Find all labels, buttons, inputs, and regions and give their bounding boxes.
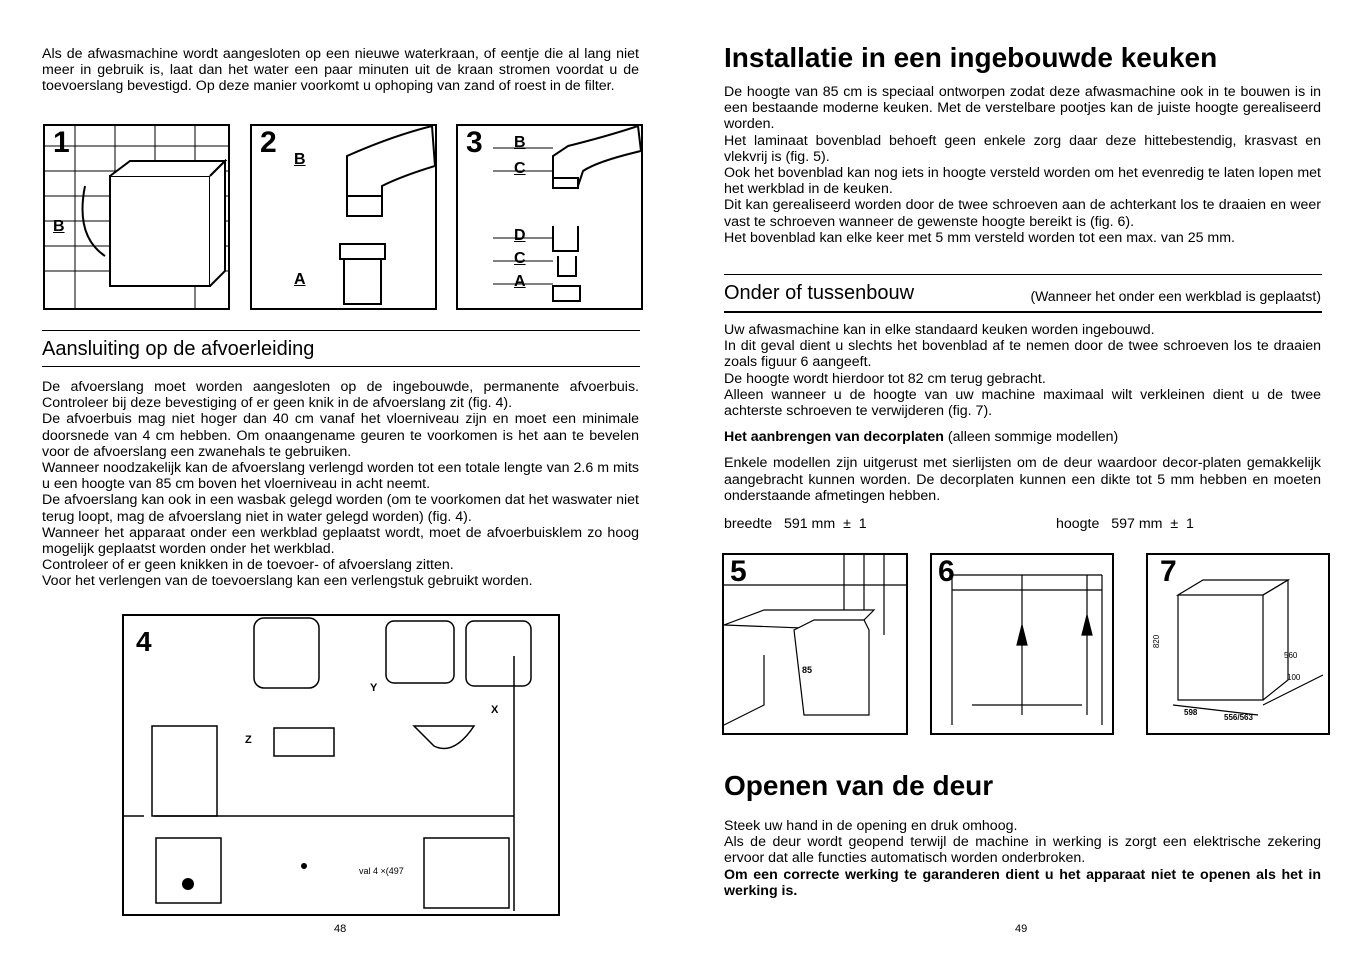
figure-3-label-a: A bbox=[514, 273, 526, 290]
figure-1-illustration bbox=[45, 126, 228, 308]
install-paragraph-2: Het laminaat bovenblad behoeft geen enkele zorg daar deze hittebestendig, krasvast en vlekvrij is (fig. 5). bbox=[724, 132, 1321, 165]
install-paragraph-5: Het bovenblad kan elke keer met 5 mm versteld worden tot een max. van 25 mm. bbox=[724, 229, 1235, 246]
figure-1-label-b: B bbox=[53, 218, 65, 235]
sub-paragraph-4: Alleen wanneer u de hoogte van uw machine maximaal wilt verkleinen dient u de twee achterste schroeven te verwijderen (fig. 7). bbox=[724, 386, 1321, 420]
figure-7-number: 7 bbox=[1160, 555, 1177, 588]
decor-note: (alleen sommige modellen) bbox=[947, 429, 1119, 446]
figure-4-label-z: Z bbox=[245, 734, 252, 746]
figure-6-number: 6 bbox=[938, 555, 955, 588]
subsection-rule-bottom bbox=[724, 311, 1322, 313]
sub-paragraph-2: In dit geval dient u slechts het bovenblad af te nemen door de twee schroeven los te draaien zoals figuur 6 aangeeft. bbox=[724, 338, 1321, 371]
subsection-rule-top bbox=[724, 274, 1322, 275]
section-rule-bottom bbox=[42, 366, 640, 367]
figure-3-label-c: C bbox=[514, 160, 526, 177]
decor-heading bbox=[724, 429, 1321, 445]
figure-1 bbox=[43, 124, 230, 310]
figure-2-illustration bbox=[252, 126, 435, 308]
afvoer-text bbox=[42, 379, 639, 590]
afvoer-paragraph-2: De afvoerbuis mag niet hoger dan 40 cm vanaf het vloerniveau zijn en moet een minimale doorsnede van 4 cm hebben. Om onaangename geuren te voorkomen is het aan te bevelen voor de afvoerslang een zwanehals te gebruiken. bbox=[42, 411, 639, 460]
sub-paragraph-3: De hoogte wordt hierdoor tot 82 cm terug gebracht. bbox=[724, 370, 1046, 387]
figure-7-label-560: 560 bbox=[1284, 651, 1298, 660]
figure-4-label-x: X bbox=[491, 704, 499, 716]
figure-5-number: 5 bbox=[730, 555, 747, 588]
figure-4 bbox=[122, 614, 560, 916]
figure-7-label-556: 556/563 bbox=[1224, 713, 1253, 722]
section-title-afvoer: Aansluiting op de afvoerleiding bbox=[42, 338, 315, 360]
page-number-left: 48 bbox=[334, 923, 347, 935]
door-text bbox=[724, 818, 1321, 899]
figure-5-label-85: 85 bbox=[802, 665, 813, 675]
figure-3-label-b: B bbox=[514, 134, 526, 151]
door-warning: Om een correcte werking te garanderen dient u het apparaat niet te openen als het in werking is. bbox=[724, 866, 1321, 899]
figure-3-illustration bbox=[458, 126, 641, 308]
figure-3-number: 3 bbox=[466, 126, 483, 159]
figure-4-label-y: Y bbox=[370, 682, 378, 694]
afvoer-paragraph-3: Wanneer noodzakelijk kan de afvoerslang verlengd worden tot een totale lengte van 2.6 m mits u een hoogte van 85 cm boven het vloerniveau in acht neemt. bbox=[42, 460, 639, 493]
figure-6 bbox=[930, 553, 1114, 735]
figure-2 bbox=[250, 124, 437, 310]
figure-6-illustration bbox=[932, 555, 1112, 733]
figure-3 bbox=[456, 124, 643, 310]
door-paragraph-2: Als de deur wordt geopend terwijl de machine in werking is zorgt een elektrische zekering ervoor dat alle functies automatisch worden onderbroken. bbox=[724, 834, 1321, 867]
title-openen: Openen van de deur bbox=[724, 770, 994, 801]
figure-3-label-d: D bbox=[514, 227, 526, 244]
figure-2-number: 2 bbox=[260, 126, 277, 159]
install-paragraph-4: Dit kan gerealiseerd worden door de twee schroeven aan de achterkant los te draaien en weer vast te schroeven wanneer de gewenste hoogte bereikt is (fig. 6). bbox=[724, 197, 1321, 230]
page-number-right: 49 bbox=[1015, 923, 1028, 935]
breedte-value: breedte 591 mm ± 1 bbox=[724, 516, 867, 532]
figure-5-illustration bbox=[724, 555, 906, 733]
afvoer-paragraph-4: De afvoerslang kan ook in een wasbak gelegd worden (om te voorkomen dat het waswater niet terug loopt, mag de afvoerslang niet in water gelegd worden) (fig. 4). bbox=[42, 492, 640, 525]
figure-7-label-598: 598 bbox=[1184, 708, 1198, 717]
afvoer-paragraph-5: Wanneer het apparaat onder een werkblad geplaatst wordt, moet de afvoerbuisklem zo hoog mogelijk geplaatst worden onder het werkblad. bbox=[42, 524, 639, 558]
figure-4-illustration bbox=[124, 616, 558, 914]
figure-7-label-100: 100 bbox=[1287, 673, 1301, 682]
hoogte-value: hoogte 597 mm ± 1 bbox=[1056, 516, 1194, 532]
figure-1-number: 1 bbox=[53, 126, 70, 159]
afvoer-paragraph-7: Voor het verlengen van de toevoerslang kan een verlengstuk gebruikt worden. bbox=[42, 573, 533, 590]
figure-5 bbox=[722, 553, 908, 735]
decor-paragraph: Enkele modellen zijn uitgerust met sierlijsten om de deur waardoor decor-platen gemakkelijk aangebracht kunnen worden. De decorplaten kunnen een dikte tot 5 mm hebben en moeten onderstaande afmetingen hebben. bbox=[724, 455, 1321, 504]
intro-paragraph: Als de afwasmachine wordt aangesloten op een nieuwe waterkraan, of eentje die al lang niet meer in gebruik is, laat dan het water een paar minuten uit de kraan stromen voordat u de toevoerslang bevestigd. Op deze manier voorkomt u ophoping van zand of roest in de filter. bbox=[42, 46, 639, 95]
subsection-title: Onder of tussenbouw bbox=[724, 282, 915, 304]
install-paragraph-1: De hoogte van 85 cm is speciaal ontworpen zodat deze afwasmachine ook in te bouwen is in een bestaande moderne keuken. Met de verstelbare pootjes kan de juiste hoogte gerealiseerd worden. bbox=[724, 84, 1321, 133]
section-rule-top bbox=[42, 330, 640, 331]
right-page bbox=[724, 40, 1321, 246]
afvoer-paragraph-6: Controleer of er geen knikken in de toevoer- of afvoerslang zitten. bbox=[42, 557, 454, 574]
afvoer-paragraph-1: De afvoerslang moet worden aangesloten op de ingebouwde, permanente afvoerbuis. Controleer bij deze bevestiging of er geen knik in de afvoerslang zit (fig. 4). bbox=[42, 379, 639, 412]
sub-paragraph-1: Uw afwasmachine kan in elke standaard keuken worden ingebouwd. bbox=[724, 322, 1155, 338]
title-installatie: Installatie in een ingebouwde keuken bbox=[724, 42, 1218, 73]
figure-7-label-820: 820 bbox=[1152, 634, 1162, 649]
door-paragraph-1: Steek uw hand in de opening en druk omhoog. bbox=[724, 818, 1018, 834]
figure-2-label-a: A bbox=[294, 271, 306, 288]
decor-title: Het aanbrengen van decorplaten bbox=[724, 429, 944, 446]
figure-3-label-c2: C bbox=[514, 250, 526, 267]
left-page bbox=[42, 46, 639, 95]
figure-7 bbox=[1146, 553, 1330, 735]
install-paragraph-3: Ook het bovenblad kan nog iets in hoogte versteld worden om het evenredig te laten lopen met het werkblad in de keuken. bbox=[724, 165, 1321, 198]
figure-4-number: 4 bbox=[136, 626, 152, 657]
figure-2-label-b: B bbox=[294, 151, 306, 168]
svg-text:val 4 ×(497: val 4 ×(497 bbox=[359, 866, 404, 876]
subsection-text bbox=[724, 322, 1321, 504]
subsection-note: (Wanneer het onder een werkblad is geplaatst) bbox=[1030, 288, 1321, 304]
